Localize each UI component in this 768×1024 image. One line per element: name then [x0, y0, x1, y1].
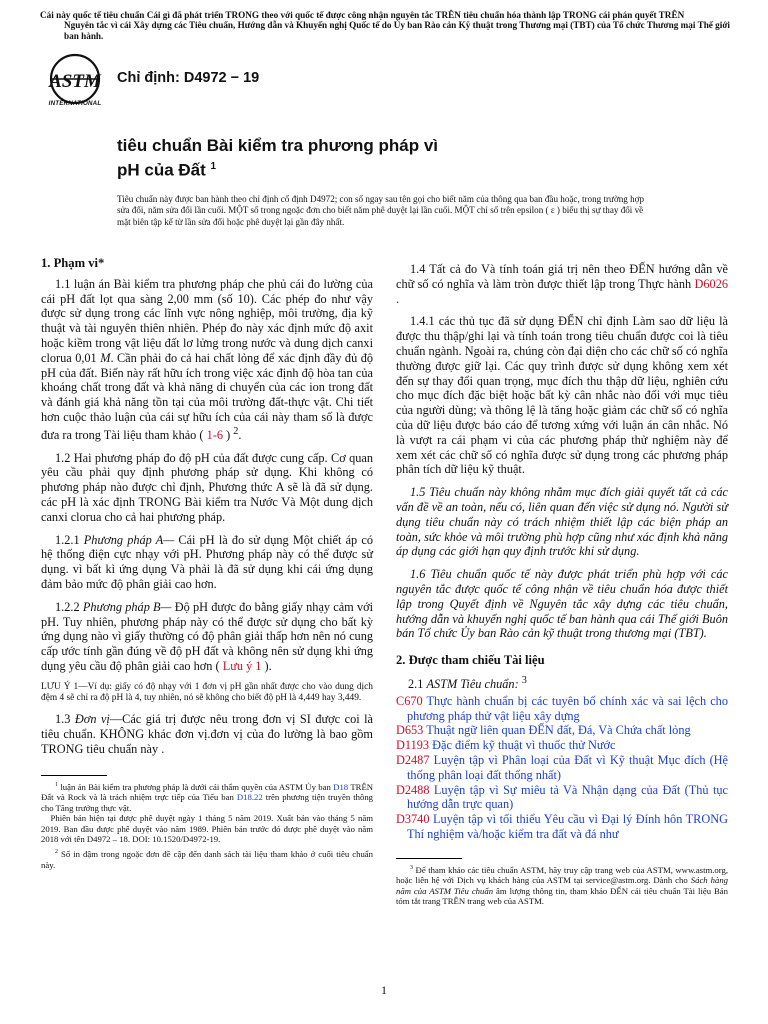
paragraph-1-6: 1.6 Tiêu chuẩn quốc tế này được phát triển phù hợp với các nguyên tắc được quốc tế công nhận về tiêu chuẩn hóa được thiết lập trong Quyết định về Nguyên tắc xây dựng các tiêu chuẩn, hướng dẫn và khuyến nghị quốc tế ban hành qua cái Thế giới Buôn bán Tổ chức Ủy ban Rào cản kỹ thuật trong thương mại (TBT). — [396, 567, 728, 641]
standard-title — [117, 135, 537, 181]
reference-item — [396, 738, 728, 753]
title-line-1: tiêu chuẩn Bài kiểm tra phương pháp vì — [117, 136, 438, 155]
footnote-divider-right — [396, 858, 462, 859]
subcommittee-link-d18-22[interactable]: D18.22 — [236, 792, 263, 803]
footnote-divider — [41, 775, 107, 776]
paragraph-1-2-2: 1.2.2 Phương pháp B— Độ pH được đo bằng giấy nhạy cảm với pH. Tuy nhiên, phương pháp này có thể được sử dụng cho bất kỳ ứng dụng nào vì giấy thường có độ phân giải thấp hơn nên nó cung cấp ước tính gần đúng về độ pH đất và không nên sử dụng khi ứng dụng yêu cầu độ phân giải cao hơn ( Lưu ý 1 ). — [41, 599, 374, 674]
reference-item — [396, 783, 728, 813]
reference-code-link[interactable]: D2487 — [396, 753, 430, 767]
title-footnote-marker: 1 — [210, 161, 217, 172]
section-2-heading: 2. Được tham chiếu Tài liệu — [396, 653, 545, 668]
astm-logo-letters: ASTM — [49, 71, 101, 92]
reference-item — [396, 812, 728, 842]
referenced-standards-list — [396, 694, 728, 842]
reference-link[interactable]: 1-6 — [206, 427, 223, 442]
notice-line-2: Nguyên tắc vì cái Xây dựng các Tiêu chuẩn, Hướng dẫn và Khuyến nghị Quốc tế do Ủy ban Rào cản Kỹ thuật trong Thương mại (TBT) của Tổ chức Thương mại Thế giới ban hành. — [64, 20, 730, 41]
page-number: 1 — [381, 983, 387, 997]
title-line-2: pH của Đất — [117, 160, 206, 180]
note-1-link[interactable]: Lưu ý 1 — [222, 659, 262, 674]
committee-link-d18[interactable]: D18 — [333, 781, 349, 792]
reference-title-link[interactable]: Thuật ngữ liên quan ĐẾN đất, Đá, Và Chứa chất lỏng — [426, 723, 691, 738]
designation: Chỉ định: D4972 − 19 — [117, 70, 260, 86]
wto-notice — [40, 10, 730, 41]
notice-line-1: Cái này quốc tế tiêu chuẩn Cái gì đã phát triển TRONG theo với quốc tế được công nhận nguyên tắc TRÊN tiêu chuẩn hóa thành lập TRONG cái phán quyết TRÊN — [40, 10, 685, 20]
reference-item — [396, 753, 728, 783]
reference-title-link[interactable]: Đặc điểm kỹ thuật vì thuốc thử Nước — [432, 738, 616, 753]
note-1: LƯU Ý 1—Ví dụ: giấy có độ nhạy với 1 đơn vị pH gần nhất được cho vào dung dịch đệm 4 sẽ chỉ ra độ pH là 4, tuy nhiên, nó sẽ không cho biết độ pH là 4,449 hay 3,449. — [41, 681, 373, 704]
section-1-heading: 1. Phạm vi* — [41, 256, 105, 270]
reference-code-link[interactable]: C670 — [396, 693, 423, 708]
reference-code-link[interactable]: D653 — [396, 723, 424, 738]
reference-item — [396, 694, 728, 724]
left-column — [41, 256, 373, 872]
footnote-1: $^1$ luận án Bài kiểm tra phương pháp là dưới cái thẩm quyền của ASTM Ủy ban D18 TRÊN Đất và Rock và là trách nhiệm trực tiếp của Tiểu ban D18.22 trên phương tiện truyền thông cho Tăng trưởng thực vật. Phiên bản hiện tại được phê duyệt ngày 1 tháng 5 năm 2019. Xuất bản vào tháng 5 năm 2019. Ban đầu được phê duyệt vào năm 1989. Phiên bản trước đó được phê duyệt vào năm 2018 với tên D4972 – 18. DOI: 10.1520/D4972-19. — [41, 781, 374, 845]
paragraph-1-1: 1.1 luận án Bài kiểm tra phương pháp che phủ cái đo lường của cái pH đất lọt qua sàng 2,00 mm (số 10). Các phép đo như vậy được sử dụng trong các lĩnh vực nông nghiệp, môi trường, địa kỹ thuật và tài nguyên thiên nhiên. Phép đo này xác định mức độ axit hoặc kiềm trong vật liệu đất lơ lửng trong nước và dung dịch canxi clorua 0,01 M. Cần phải đo cả hai chất lỏng để xác định đầy đủ độ pH của đất. Biến này rất hữu ích trong việc xác định độ hòa tan của khoáng chất trong đất và khả năng di chuyển của các ion trong đất và đánh giá khả năng tồn tại của môi trường đất-thực vật. Chi tiết hơn cuộc thảo luận của cái sự hữu ích của cái này tham số là được đưa ra trong Tài liệu tham khảo ( 1-6 ) $^2$. — [41, 276, 373, 442]
reference-item — [396, 723, 728, 738]
paragraph-1-4-1: 1.4.1 các thủ tục đã sử dụng ĐẾN chỉ định Làm sao dữ liệu là được thu thập/ghi lại và tính toán trong tiêu chuẩn được coi là tiêu chuẩn ngành. Ngoài ra, chúng còn đại diện cho các chữ số có nghĩa thường được giữ lại. Các quy trình được sử dụng không xem xét đến sự thay đổi quan trọng, mục đích thu thập dữ liệu, nghiên cứu cho mục đích đặc biệt hoặc bất kỳ cân nhắc nào đối với mục tiêu của người dùng; và thông lệ là tăng hoặc giảm các chữ số có nghĩa của dữ liệu được báo cáo để tương xứng với luận án cân nhắc. Nó là vượt ra cái phạm vi của các phương pháp thử nghiệm này để xem xét các chữ số có nghĩa được sử dụng trong các phương pháp phân tích dữ liệu kỹ thuật. — [396, 314, 728, 477]
logo-caption: INTERNATIONAL — [48, 100, 102, 107]
footnote-3: $^3$ Để tham khảo các tiêu chuẩn ASTM, hãy truy cập trang web của ASTM, www.astm.org, hoặc liên hệ với Dịch vụ khách hàng của ASTM tại service@astm.org. Dành cho Sách hàng năm của ASTM Tiêu chuẩn âm lượng thông tin, tham khảo ĐẾN cái tiêu chuẩn Tài liệu Bản tóm tắt trang TRÊN trang web của ASTM. — [396, 864, 729, 907]
right-column — [396, 262, 728, 909]
paragraph-1-2: 1.2 Hai phương pháp đo độ pH của đất được cung cấp. Cơ quan yêu cầu phải quy định phương pháp sử dụng. Khi không có phương pháp nào được chỉ định, Phương thức A sẽ là đã sử dụng. các pH là xác định TRONG Bài kiểm tra Nước Và Một dung dịch canxi clorua cho cả hai phương pháp. — [41, 450, 373, 524]
reference-title-link[interactable]: Luyện tập vì tối thiểu Yêu cầu vì Đại lý Đính hôn TRONG Thí nghiệm và/hoặc kiểm tra đất và đá như — [407, 812, 728, 841]
reference-title-link[interactable]: Thực hành chuẩn bị các tuyên bố chính xác và sai lệch cho phương pháp thử vật liệu xây dựng — [407, 693, 728, 723]
reference-code-link[interactable]: D2488 — [396, 782, 430, 797]
reference-code-link[interactable]: D1193 — [396, 738, 430, 753]
footnote-2: $^2$ Số in đậm trong ngoặc đơn đề cập đến danh sách tài liệu tham khảo ở cuối tiêu chuẩn này. — [41, 848, 374, 870]
paragraph-1-4: 1.4 Tất cả đo Và tính toán giá trị nên theo ĐẾN hướng dẫn về chữ số có nghĩa và làm tròn được thiết lập trong Thực hành D6026 . — [396, 262, 728, 306]
reference-title-link[interactable]: Luyện tập vì Phân loại của Đất vì Kỹ thuật Mục đích (Hệ thống phân loại đất thống nhất) — [407, 753, 728, 782]
paragraph-1-3: 1.3 Đơn vị—Các giá trị được nêu trong đơn vị SI được coi là tiêu chuẩn. KHÔNG khác đơn vị.đơn vị của đo lường là bao gồm TRONG tiêu chuẩn này . — [41, 712, 373, 756]
paragraph-1-5: 1.5 Tiêu chuẩn này không nhằm mục đích giải quyết tất cả các vấn đề về an toàn, nếu có, liên quan đến việc sử dụng nó. Người sử dụng tiêu chuẩn này có trách nhiệm thiết lập các biện pháp an toàn, sức khỏe và môi trường phù hợp cũng như xác định khả năng áp dụng các giới hạn quy định trước khi sử dụng. — [396, 485, 728, 559]
paragraph-1-2-1: 1.2.1 Phương pháp A— Cái pH là đo sử dụng Một chiết áp có hệ thống điện cực nhạy với pH. Phương pháp này có thể được sử dụng. vì bất kì ứng dụng Và phải là đã sử dụng khi cái ứng dụng đảm bảo mức độ phân giải cao hơn. — [41, 532, 373, 592]
reference-title-link[interactable]: Luyện tập vì Sự miêu tả Và Nhận dạng của Đất (Thủ tục hướng dẫn trực quan) — [407, 782, 729, 812]
paragraph-2-1: 2.1 ASTM Tiêu chuẩn: $^3$ — [408, 674, 527, 692]
designation-note: Tiêu chuẩn này được ban hành theo chỉ định cố định D4972; con số ngay sau tên gọi cho biết năm của thông qua ban đầu hoặc, trong trường hợp sửa đổi, năm sửa đổi lần cuối. MỘT số trong ngoặc đơn cho biết năm phê duyệt lại lần cuối. MỘT chỉ số trên epsilon ( ε ) biểu thị sự thay đổi về mặt biên tập kể từ lần sửa đổi hoặc phê duyệt lại gần đây nhất. — [117, 194, 645, 227]
reference-code-link[interactable]: D3740 — [396, 812, 430, 827]
d6026-link[interactable]: D6026 — [694, 276, 728, 291]
